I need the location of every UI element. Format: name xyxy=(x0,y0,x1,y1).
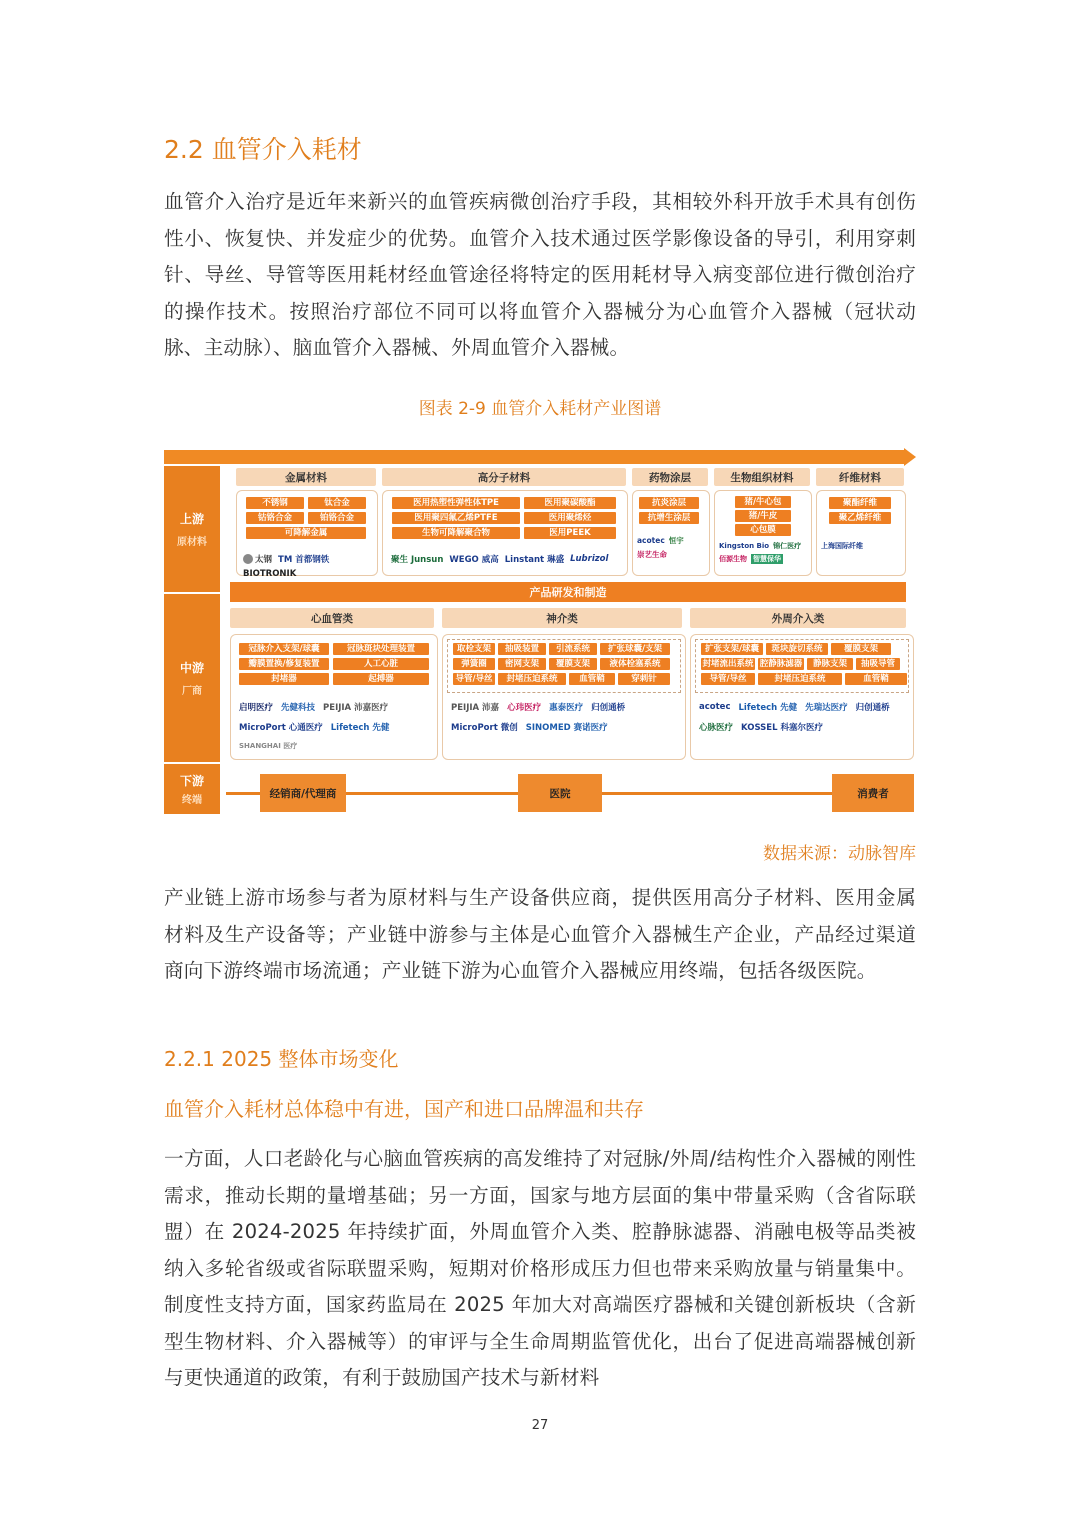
midstream-header-peripheral: 外周介入类 xyxy=(690,608,906,628)
tag: 医用聚四氟乙烯PTFE xyxy=(392,512,520,524)
intro-paragraph: 血管介入治疗是近年来新兴的血管疾病微创治疗手段，其相较外科开放手术具有创伤性小、恢复快、并发症少的优势。血管介入技术通过医学影像设备的导引，利用穿刺针、导丝、导管等医用耗材经血管途径将特定的医用耗材导入病变部位进行微创治疗的操作技术。按照治疗部位不同可以将血管介入器械分为心血管介入器械（冠状动脉、主动脉）、脑血管介入器械、外周血管介入器械。 xyxy=(164,190,916,359)
midstream-box-cardio xyxy=(230,634,438,760)
tag: 导管/导丝 xyxy=(453,673,495,685)
tag: 生物可降解聚合物 xyxy=(392,527,520,539)
upstream-header-metal: 金属材料 xyxy=(236,468,376,486)
downstream-distributor: 经销商/代理商 xyxy=(260,774,346,812)
bio-tags xyxy=(735,496,795,536)
tag: 可降解金属 xyxy=(246,527,366,539)
midstream-box-peripheral xyxy=(690,634,914,760)
logo: 崇艺生命 xyxy=(637,550,667,559)
logo: Linstant 琳盛 xyxy=(504,555,565,565)
upstream-header-coating: 药物涂层 xyxy=(632,468,708,486)
upstream-subtitle: 原材料 xyxy=(177,537,207,548)
tag: 抽吸导管 xyxy=(856,658,900,670)
tag: 钛合金 xyxy=(308,497,366,509)
logo xyxy=(243,553,272,565)
logo: 先瑞达医疗 xyxy=(805,703,848,713)
tag: 导管/导丝 xyxy=(701,673,755,685)
logo: 启明医疗 xyxy=(239,703,274,713)
tag: 血管鞘 xyxy=(845,673,907,685)
chain-arrow-tip xyxy=(904,448,916,466)
logo: 恒宇 xyxy=(668,536,684,545)
figure-caption: 图表 2-9 血管介入耗材产业图谱 xyxy=(418,399,662,419)
tag: 不锈钢 xyxy=(246,497,304,509)
midstream-header-neuro: 神介类 xyxy=(442,608,682,628)
coating-tags xyxy=(639,497,703,524)
logo: 上海国际纤维 xyxy=(821,542,863,550)
tag: 封堵压迫系统 xyxy=(498,673,566,685)
logo: MicroPort 心通医疗 xyxy=(239,723,323,733)
tag: 抗增生涂层 xyxy=(639,512,699,524)
logo: KOSSEL 科塞尔医疗 xyxy=(741,723,823,733)
tag: 弹簧圈 xyxy=(453,658,495,670)
logo: MicroPort 微创 xyxy=(451,723,518,733)
tag: 引流系统 xyxy=(549,643,597,655)
logo: PEIJIA 沛嘉医疗 xyxy=(323,703,389,713)
upstream-header-polymer: 高分子材料 xyxy=(382,468,626,486)
upstream-box-metal xyxy=(236,490,378,579)
tag: 密网支架 xyxy=(498,658,546,670)
logo: 佰源生物 xyxy=(719,555,747,563)
downstream-subtitle: 终端 xyxy=(182,795,202,806)
tag: 医用热塑性弹性体TPE xyxy=(392,497,520,509)
logo: TM 首都钢铁 xyxy=(278,555,330,565)
tag: 聚酯纤维 xyxy=(829,497,891,509)
tag: 医用PEEK xyxy=(524,527,616,539)
logo: 心脉医疗 xyxy=(699,723,734,733)
tag: 液体栓塞系统 xyxy=(600,658,670,670)
logo: Lifetech 先健 xyxy=(738,703,798,713)
downstream-title: 下游 xyxy=(179,774,204,788)
page-number: 27 xyxy=(531,1418,549,1433)
logo: Lifetech 先健 xyxy=(330,723,390,733)
downstream-label xyxy=(164,764,220,814)
logo: 智慧保华 xyxy=(753,555,781,563)
peripheral-logos xyxy=(699,701,911,733)
tag: 腔静脉滤器 xyxy=(759,659,803,669)
midstream-label xyxy=(164,594,220,762)
logo: 聚生 Junsun xyxy=(391,555,444,565)
tag: 封堵器 xyxy=(239,673,329,685)
tag: 猪/牛皮 xyxy=(735,510,791,522)
tag: 冠脉斑块处理装置 xyxy=(333,643,429,655)
coating-logos xyxy=(637,535,707,560)
tag: 瓣膜置换/修复装置 xyxy=(239,658,329,670)
tag: 血管鞘 xyxy=(569,673,615,685)
upstream-header-fiber: 纤维材料 xyxy=(816,468,904,486)
tag: 冠脉介入支架/球囊 xyxy=(239,643,329,655)
tag: 心包膜 xyxy=(735,524,791,536)
tag: 起搏器 xyxy=(333,673,429,685)
tag: 静脉支架 xyxy=(807,658,853,670)
tag: 封堵压迫系统 xyxy=(758,673,842,685)
chain-arrow xyxy=(164,450,904,464)
logo: 惠泰医疗 xyxy=(549,703,584,713)
midstream-bar: 产品研发和制造 xyxy=(230,582,906,602)
figure-source: 数据来源：动脉智库 xyxy=(763,844,916,864)
logo: Kingston Bio xyxy=(719,542,770,550)
tag: 聚乙烯纤维 xyxy=(829,512,891,524)
tag: 取栓支架 xyxy=(453,643,495,655)
logo: acotec xyxy=(637,536,665,545)
logo: 心玮医疗 xyxy=(507,703,542,713)
upstream-title: 上游 xyxy=(179,512,204,526)
metal-tags xyxy=(246,497,370,539)
tag: 抗炎涂层 xyxy=(639,497,699,509)
upstream-header-bio: 生物组织材料 xyxy=(714,468,810,486)
logo-text: 太钢 xyxy=(255,555,273,565)
cardio-tags xyxy=(239,643,433,685)
tag: 医用聚碳酸酯 xyxy=(524,497,616,509)
tag: 医用聚烯烃 xyxy=(524,512,616,524)
logo: Lubrizol xyxy=(570,554,609,564)
midstream-header-cardio: 心血管类 xyxy=(230,608,434,628)
cardio-logos xyxy=(239,701,435,751)
peripheral-tags xyxy=(701,643,909,685)
logo: 锦仁医疗 xyxy=(773,542,802,550)
logo: BIOTRONIK xyxy=(243,569,297,579)
tag: 封堵流出系统 xyxy=(702,659,754,669)
fiber-tags xyxy=(829,497,893,524)
tag: 斑块旋切系统 xyxy=(766,643,828,655)
company-logo-icon xyxy=(243,554,253,564)
logo: acotec xyxy=(699,702,731,712)
tag: 钴铬合金 xyxy=(246,512,304,524)
tag: 覆膜支架 xyxy=(549,658,597,670)
upstream-box-coating xyxy=(632,490,710,576)
upstream-box-fiber xyxy=(816,490,906,576)
metal-logos xyxy=(243,553,373,579)
polymer-tags xyxy=(392,497,622,539)
logo: WEGO 威高 xyxy=(449,555,499,565)
logo: 先健科技 xyxy=(281,703,316,713)
downstream-consumer: 消费者 xyxy=(832,774,914,812)
fiber-logos xyxy=(821,541,901,551)
tag: 扩张球囊/支架 xyxy=(600,643,670,655)
tag: 抽吸装置 xyxy=(498,643,546,655)
logo: 归创通桥 xyxy=(591,703,626,713)
tag: 覆膜支架 xyxy=(831,643,891,655)
industry-chain-figure xyxy=(164,448,916,814)
section-heading: 2.2 血管介入耗材 xyxy=(164,135,362,164)
polymer-logos xyxy=(391,553,625,565)
upstream-box-bio xyxy=(714,490,812,576)
logo: SHANGHAI 医疗 xyxy=(239,742,298,750)
sub-subsection-heading: 血管介入耗材总体稳中有进，国产和进口品牌温和共存 xyxy=(164,1097,644,1121)
subsection-heading: 2.2.1 2025 整体市场变化 xyxy=(164,1047,399,1071)
bio-logos xyxy=(719,541,809,564)
tag: 扩张支架/球囊 xyxy=(701,643,763,655)
tag: 人工心脏 xyxy=(333,658,429,670)
logo: SINOMED 赛诺医疗 xyxy=(525,723,608,733)
downstream-hospital: 医院 xyxy=(518,774,602,812)
paragraph-2: 产业链上游市场参与者为原材料与生产设备供应商，提供医用高分子材料、医用金属材料及生产设备等；产业链中游参与主体是心血管介入器械生产企业，产品经过渠道商向下游终端市场流通；产业链下游为心血管介入器械应用终端，包括各级医院。 xyxy=(164,886,916,982)
neuro-logos xyxy=(451,701,683,733)
upstream-box-polymer xyxy=(382,490,628,576)
neuro-tags xyxy=(453,643,681,685)
logo: 归创通桥 xyxy=(855,703,890,713)
upstream-label xyxy=(164,466,220,592)
logo: PEIJIA 沛嘉 xyxy=(451,703,500,713)
tag: 穿刺针 xyxy=(618,673,670,685)
tag: 铂铬合金 xyxy=(308,512,366,524)
tag: 猪/牛心包 xyxy=(735,496,791,508)
paragraph-3: 一方面，人口老龄化与心脑血管疾病的高发维持了对冠脉/外周/结构性介入器械的刚性需求，推动长期的量增基础；另一方面，国家与地方层面的集中带量采购（含省际联盟）在 2024-2025 年持续扩面，外周血管介入类、腔静脉滤器、消融电极等品类被纳入多轮省级或省际联盟采购，短期对价格形成压力但也带来采购放量与销量集中。制度性支持方面，国家药监局在 2025 年加大对高端医疗器械和关键创新板块（含新型生物材料、介入器械等）的审评与全生命周期监管优化，出台了促进高端器械创新与更快通道的政策，有利于鼓励国产技术与新材料 xyxy=(164,1147,916,1389)
midstream-title: 中游 xyxy=(179,661,204,675)
midstream-box-neuro xyxy=(442,634,686,760)
midstream-subtitle: 厂商 xyxy=(182,686,202,697)
